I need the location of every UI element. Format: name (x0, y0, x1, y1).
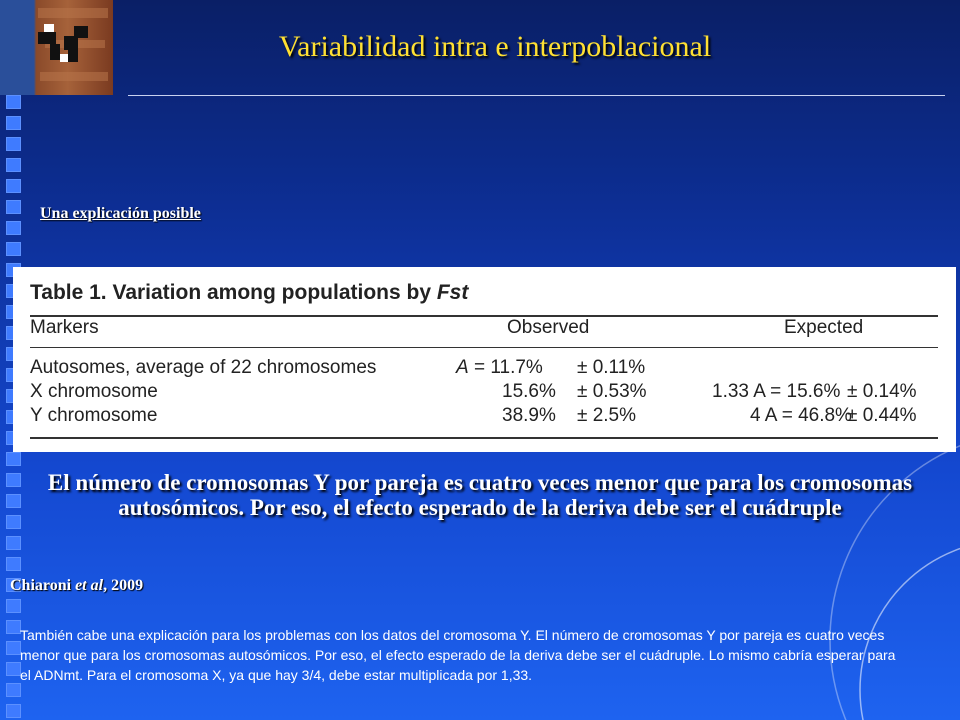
university-logo (0, 0, 113, 95)
exp-value: = 15.6% (764, 381, 841, 402)
citation (10, 577, 143, 595)
strip-square (6, 473, 21, 487)
strip-square (6, 704, 21, 718)
strip-square (6, 242, 21, 256)
table-title-italic: Fst (436, 281, 469, 304)
row-observed (502, 381, 556, 403)
table-title-prefix: Table 1. Variation among populations by (30, 281, 437, 304)
exp-value: = 46.8% (776, 405, 852, 426)
fst-table (13, 267, 956, 452)
strip-square (6, 116, 21, 130)
row-observed-error: ± 2.5% (577, 405, 637, 426)
obs-value: 15.6% (502, 381, 556, 402)
table-header-rule (30, 347, 938, 348)
row-marker: X chromosome (30, 381, 158, 402)
header-markers: Markers (30, 317, 99, 338)
row-observed (456, 357, 543, 379)
strip-square (6, 536, 21, 550)
strip-square (6, 158, 21, 172)
obs-prefix: A (456, 357, 469, 378)
strip-square (6, 515, 21, 529)
header-expected: Expected (784, 317, 864, 338)
strip-square (6, 662, 21, 676)
row-observed (502, 405, 556, 427)
row-marker: Y chromosome (30, 405, 158, 426)
strip-square (6, 683, 21, 697)
citation-year: , 2009 (103, 577, 144, 594)
row-observed-error: ± 0.11% (577, 357, 646, 378)
strip-square (6, 620, 21, 634)
obs-value: = 11.7% (468, 357, 543, 378)
row-expected (712, 381, 840, 403)
strip-square (6, 641, 21, 655)
table-title (30, 281, 468, 305)
slide-title: Variabilidad intra e interpoblacional (278, 30, 712, 63)
row-expected-error: ± 0.44% (847, 405, 917, 426)
exp-prefix: 1.33 A (712, 381, 765, 402)
row-expected-error: ± 0.14% (847, 381, 917, 402)
strip-square (6, 494, 21, 508)
row-expected (750, 405, 852, 427)
speaker-note: También cabe una explicación para los problemas con los datos del cromosoma Y. El número de cromosomas Y por pareja es cuatro veces menor que para los cromosomas autosómicos. Por eso, el efecto esperado de la deriva debe ser el cuádruple. Lo mismo cabría esperar para el ADNmt. Para el cromosoma X, ya que hay 3/4, debe estar multiplicada por 1,33. (20, 627, 896, 683)
strip-square (6, 452, 21, 466)
explanation-text: El número de cromosomas Y por pareja es cuatro veces menor que para los cromosomas autosómicos. Por eso, el efecto esperado de la deriva debe ser el cuádruple (47, 470, 913, 520)
obs-value: 38.9% (502, 405, 556, 426)
title-divider (128, 95, 945, 96)
strip-square (6, 137, 21, 151)
citation-etal: et al (75, 577, 104, 594)
strip-square (6, 200, 21, 214)
strip-square (6, 557, 21, 571)
strip-square (6, 221, 21, 235)
table-bottom-rule (30, 437, 938, 439)
header-observed: Observed (507, 317, 590, 338)
strip-square (6, 179, 21, 193)
row-marker: Autosomes, average of 22 chromosomes (30, 357, 377, 378)
strip-square (6, 599, 21, 613)
strip-square (6, 95, 21, 109)
slide-subtitle: Una explicación posible (40, 205, 201, 222)
exp-prefix: 4 A (750, 405, 777, 426)
citation-author: Chiaroni (10, 577, 72, 594)
row-observed-error: ± 0.53% (577, 381, 647, 402)
